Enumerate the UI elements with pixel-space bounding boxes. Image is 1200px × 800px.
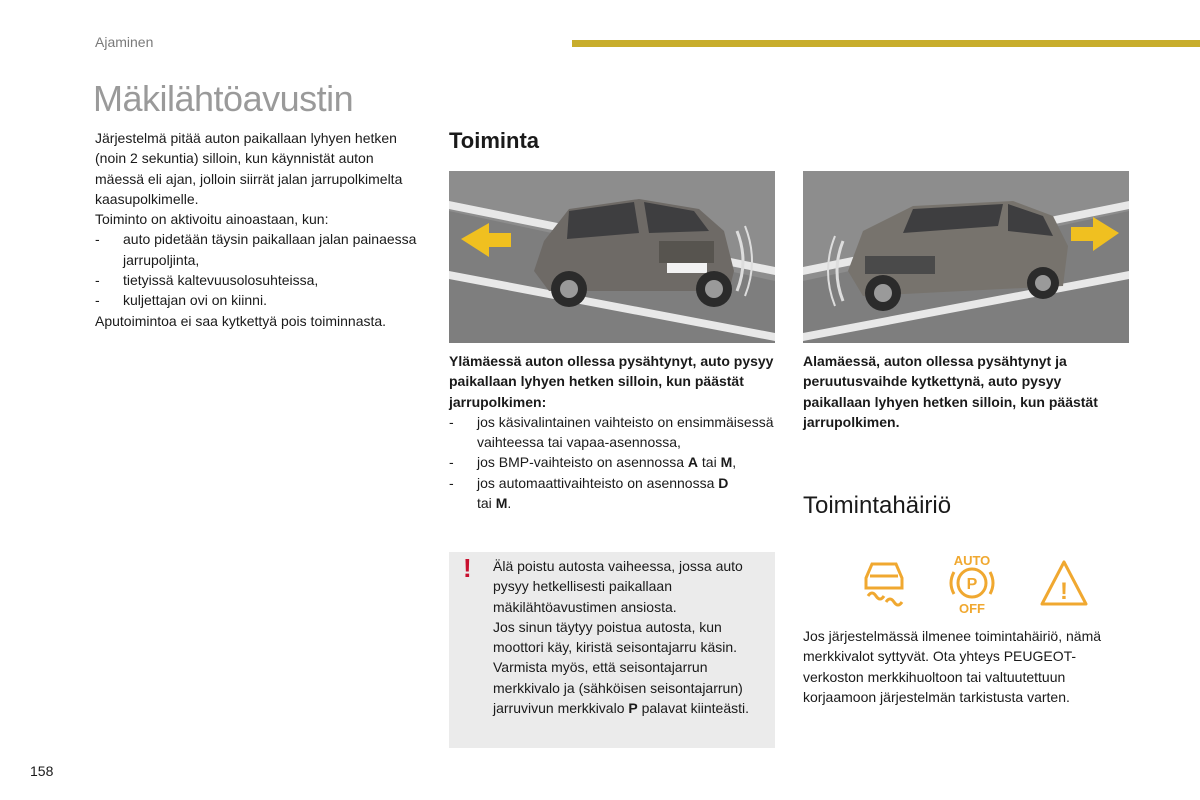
warning-lamps xyxy=(858,552,1098,616)
skid-car-icon xyxy=(866,564,902,605)
svg-text:!: ! xyxy=(1060,578,1068,605)
fault-description: Jos järjestelmässä ilmenee toimintahäiriö, nämä merkkivalot syttyvät. Ota yhteys PEUGEOT-verkoston merkkihuoltoon tai valtuutettuun korjaamoon järjestelmän tarkistusta varten. xyxy=(803,628,1102,705)
list-item: - tietyissä kaltevuusolosuhteissa, xyxy=(95,270,425,290)
intro-note: Aputoimintoa ei saa kytkettyä pois toiminnasta. xyxy=(95,312,387,329)
page-number: 158 xyxy=(30,763,54,779)
svg-text:AUTO: AUTO xyxy=(953,553,991,568)
intro-condition-lead: Toiminto on aktivoitu ainoastaan, kun: xyxy=(95,211,329,228)
downhill-car-illustration xyxy=(803,171,1129,343)
auto-p-off-icon xyxy=(951,553,993,616)
warning-text xyxy=(493,556,773,718)
svg-text:OFF: OFF xyxy=(959,601,985,616)
uphill-car-illustration xyxy=(449,171,775,343)
uphill-caption: Ylämäessä auton ollessa pysähtynyt, auto pysyy paikallaan lyhyen hetken silloin, kun päästät jarrupolkimen: xyxy=(449,353,774,410)
uphill-condition-list xyxy=(449,412,775,513)
warning-box xyxy=(449,552,775,748)
page-title: Mäkilähtöavustin xyxy=(93,78,354,119)
warning-paragraph: Älä poistu autosta vaiheessa, jossa auto pysyy hetkellisesti paikallaan mäkilähtöavustimen ansiosta. xyxy=(493,558,743,615)
downhill-caption: Alamäessä, auton ollessa pysähtynyt ja peruutusvaihde kytkettynä, auto pysyy paikallaan lyhyen hetken silloin, kun päästät jarrupolkimen. xyxy=(803,353,1098,430)
section-heading-toimintahairio: Toimintahäiriö xyxy=(803,492,952,519)
list-item: - jos käsivalintainen vaihteisto on ensimmäisessä vaihteessa tai vapaa-asennossa, xyxy=(449,412,775,453)
section-label: Ajaminen xyxy=(95,34,154,50)
list-item: - jos automaattivaihteisto on asennossa D tai M. xyxy=(449,473,775,514)
warning-paragraph: Jos sinun täytyy poistua autosta, kun moottori käy, kiristä seisontajarru käsin. Varmista myös, että seisontajarrun merkkivalo ja (sähköisen seisontajarrun) jarruvivun merkkivalo P palavat kiinteästi. xyxy=(493,618,750,717)
intro-text xyxy=(95,128,425,331)
list-item: - kuljettajan ovi on kiinni. xyxy=(95,290,425,310)
uphill-caption-block xyxy=(449,351,775,513)
svg-text:P: P xyxy=(966,576,978,593)
exclamation-icon: ! xyxy=(463,553,472,583)
intro-condition-list xyxy=(95,229,425,310)
header-rule xyxy=(572,40,1200,47)
list-item: - auto pidetään täysin paikallaan jalan painaessa jarrupoljinta, xyxy=(95,229,425,270)
list-item: - jos BMP-vaihteisto on asennossa A tai M, xyxy=(449,452,775,472)
warning-triangle-icon xyxy=(1042,562,1086,605)
intro-paragraph: Järjestelmä pitää auton paikallaan lyhyen hetken (noin 2 sekuntia) silloin, kun käynnistät auton mäessä eli ajan, jolloin siirrät jalan jarrupolkimelta kaasupolkimelle. xyxy=(95,130,403,207)
section-heading-toiminta: Toiminta xyxy=(449,128,540,153)
